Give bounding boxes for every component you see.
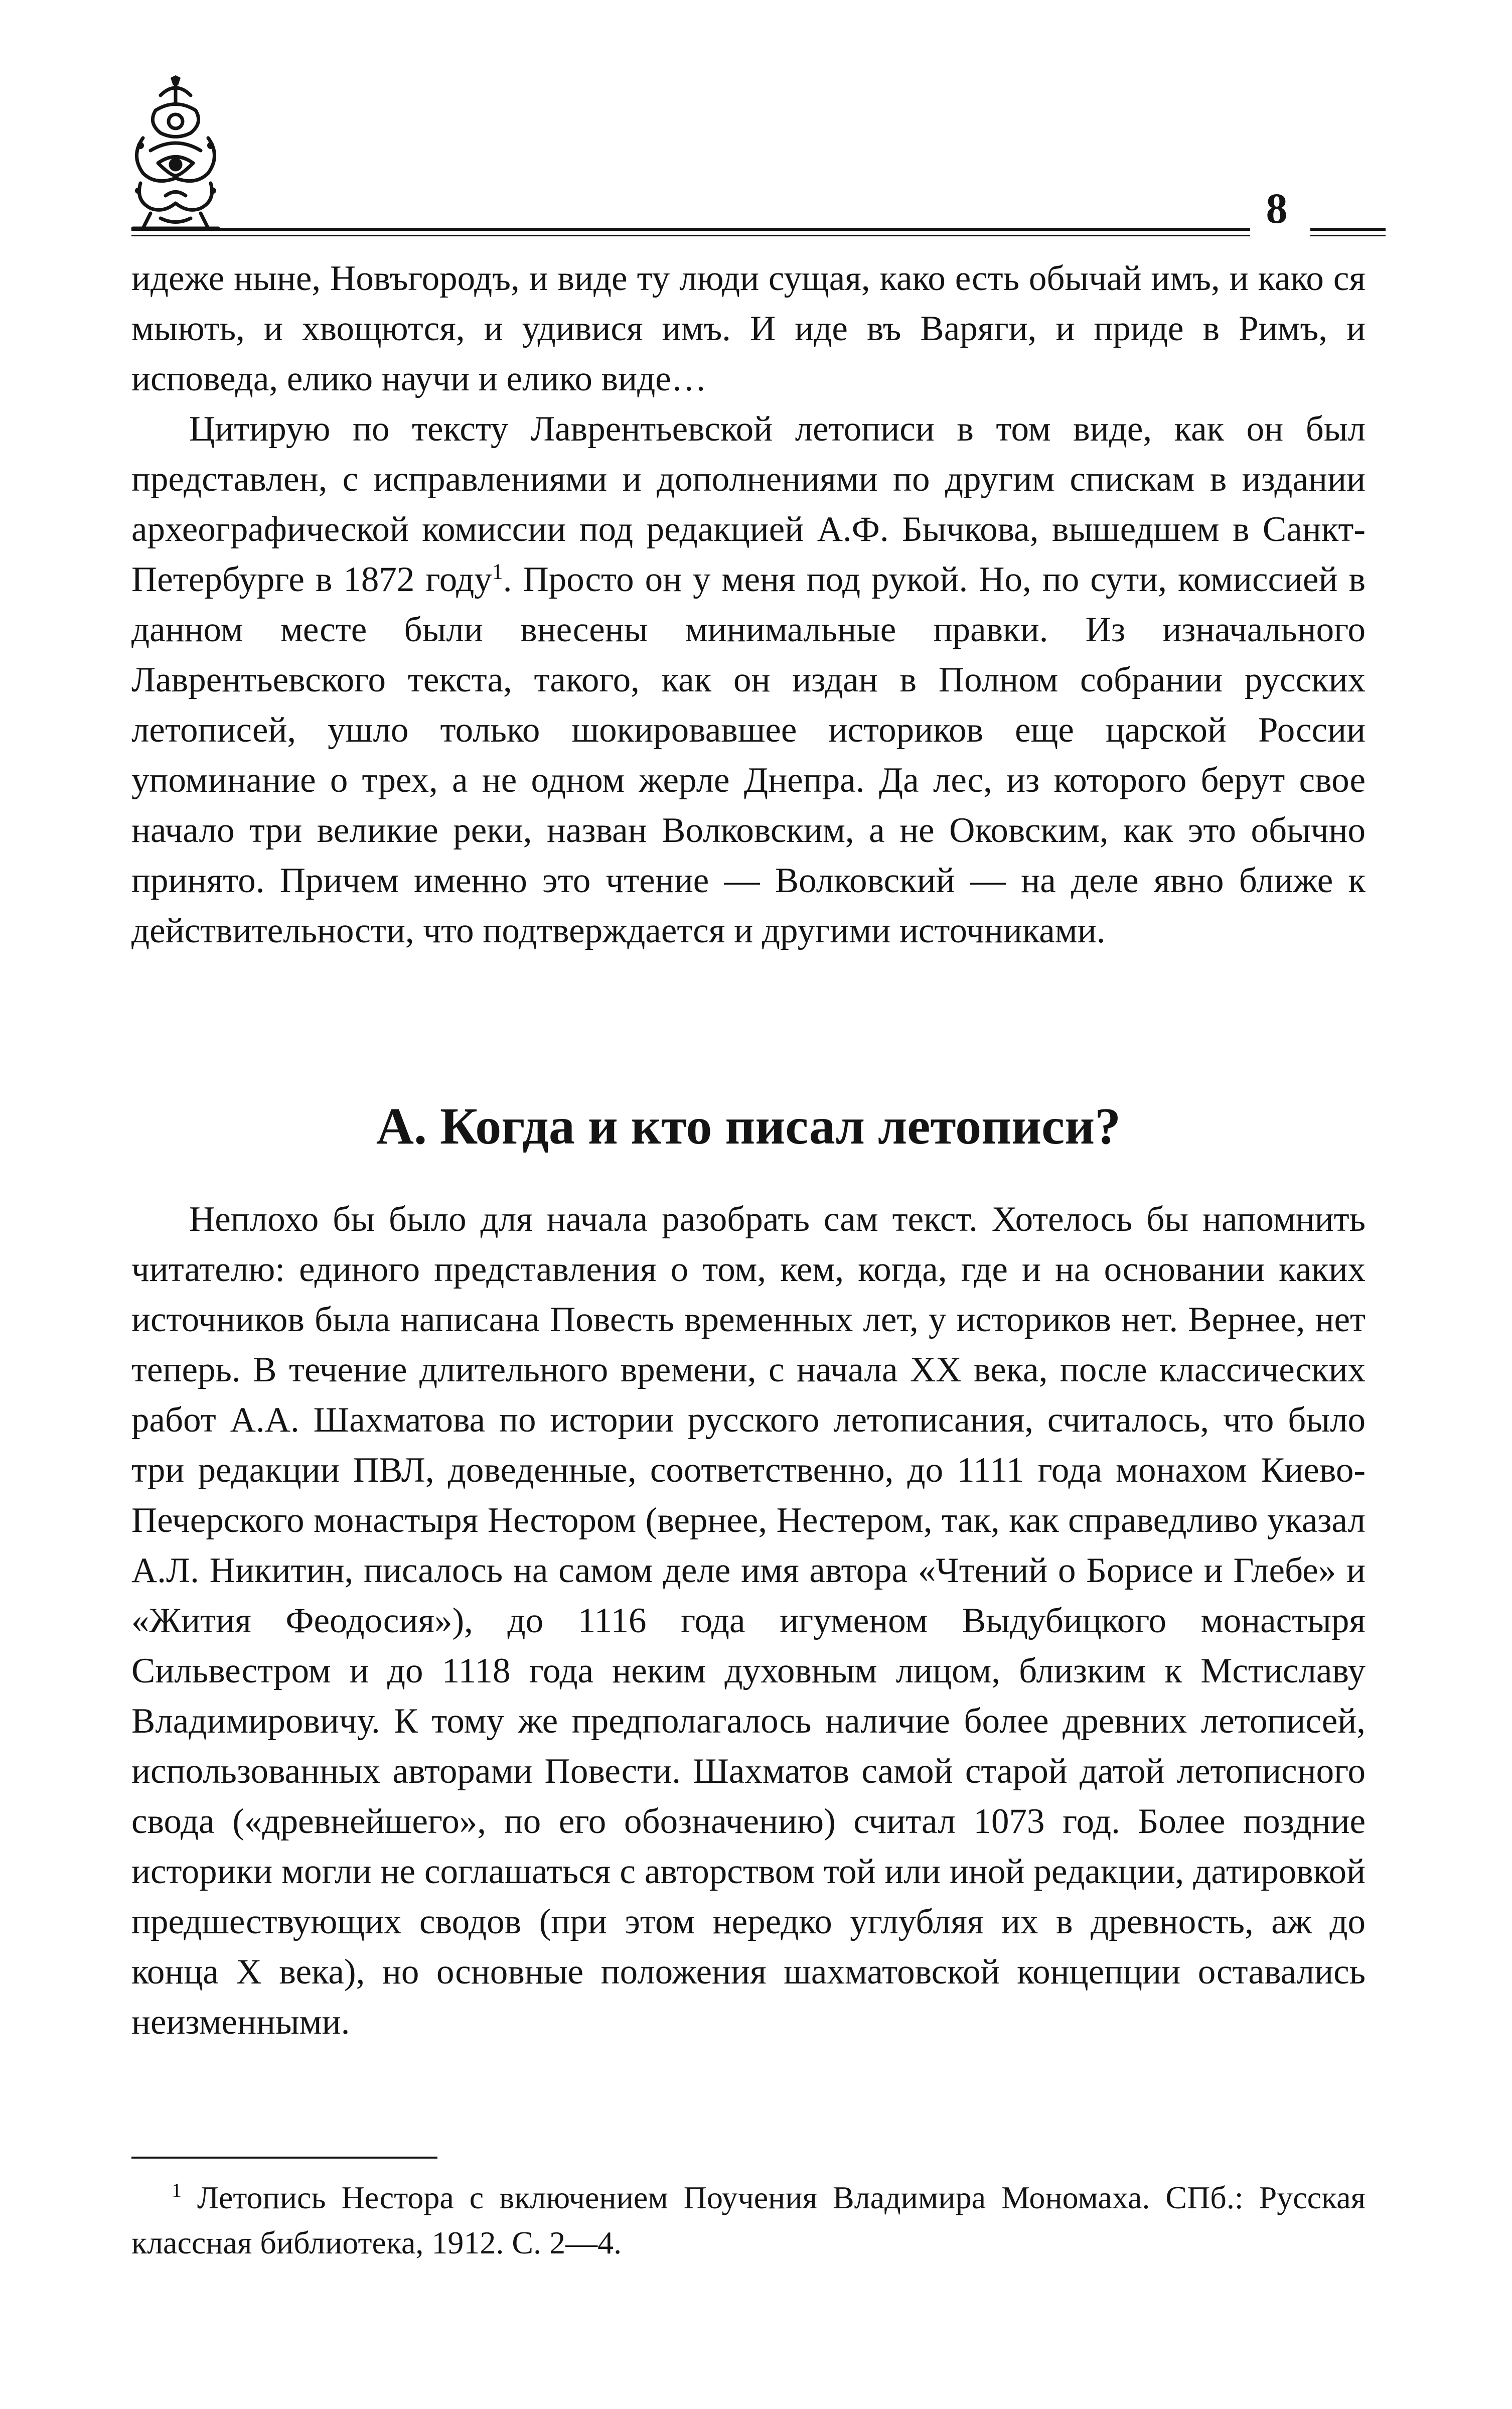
header-rule-line [131,235,1250,236]
footnote-mark: 1 [172,2179,182,2202]
lower-body-text [131,1194,1366,2047]
upper-body-text [131,253,1366,956]
page-number: 8 [1266,184,1288,232]
body-paragraph [131,404,1366,956]
footnote-text: Летопись Нестора с включением Поучения Владимира Мономаха. СПб.: Русская классная библиотека, 1912. С. 2—4. [131,2180,1366,2260]
header-rule-line [1310,235,1386,236]
header-rule-line [131,228,1250,231]
paragraph-text: . Просто он у меня под рукой. Но, по сути, комиссией в данном месте были внесены минимальные правки. Из изначального Лаврентьевского текста, такого, как он издан в Полном собрании русских летописей, ушло только шокировавшее историков еще царской России упоминание о трех, а не одном жерле Днепра. Да лес, из которого берут свое начало три великие реки, назван Волковским, а не Оковским, как это обычно принято. Причем именно это чтение — Волковский — на деле явно ближе к действительности, что подтверждается и другими источниками. [131,560,1366,950]
body-paragraph: Неплохо бы было для начала разобрать сам текст. Хотелось бы напомнить читателю: единого представления о том, кем, когда, где и на основании каких источников была написана Повесть временных лет, у историков нет. Вернее, нет теперь. В течение длительного времени, с начала XX века, после классических работ А.А. Шахматова по истории русского летописания, считалось, что было три редакции ПВЛ, доведенные, соответственно, до 1111 года монахом Киево-Печерского монастыря Нестором (вернее, Нестером, так, как справедливо указал А.Л. Никитин, писалось на самом деле имя автора «Чтений о Борисе и Глебе» и «Жития Феодосия»), до 1116 года игуменом Выдубицкого монастыря Сильвестром и до 1118 года неким духовным лицом, близким к Мстиславу Владимировичу. К тому же предполагалось наличие более древних летописей, использованных авторами Повести. Шахматов самой старой датой летописного свода («древнейшего», по его обозначению) считал 1073 год. Более поздние историки могли не соглашаться с авторством той или иной редакции, датировкой предшествующих сводов (при этом нередко углубляя их в древность, аж до конца X века), но основные положения шахматовской концепции оставались неизменными. [131,1200,1366,2042]
continuation-paragraph: идеже ныне, Новъгородъ, и виде ту люди сущая, како есть обычай имъ, и како ся мыють, и хвощются, и удивися имъ. И иде въ Варяги, и приде в Римъ, и исповеда, елико научи и елико виде… [131,259,1366,398]
decorative-ornament-icon [120,75,231,241]
paragraph-text: Цитирую по тексту Лаврентьевской летописи в том виде, как он был представлен, с исправлениями и дополнениями по другим спискам в издании археографической комиссии под редакцией А.Ф. Бычкова, вышедшем в Санкт-Петербурге в 1872 году [131,409,1366,599]
footnote-paragraph [131,2175,1366,2265]
footnote-separator [131,2157,437,2159]
section-heading: А. Когда и кто писал летописи? [376,1097,1121,1155]
footnote-reference: 1 [492,559,503,584]
footnote [131,2175,1366,2265]
header-rule-line [1310,228,1386,231]
